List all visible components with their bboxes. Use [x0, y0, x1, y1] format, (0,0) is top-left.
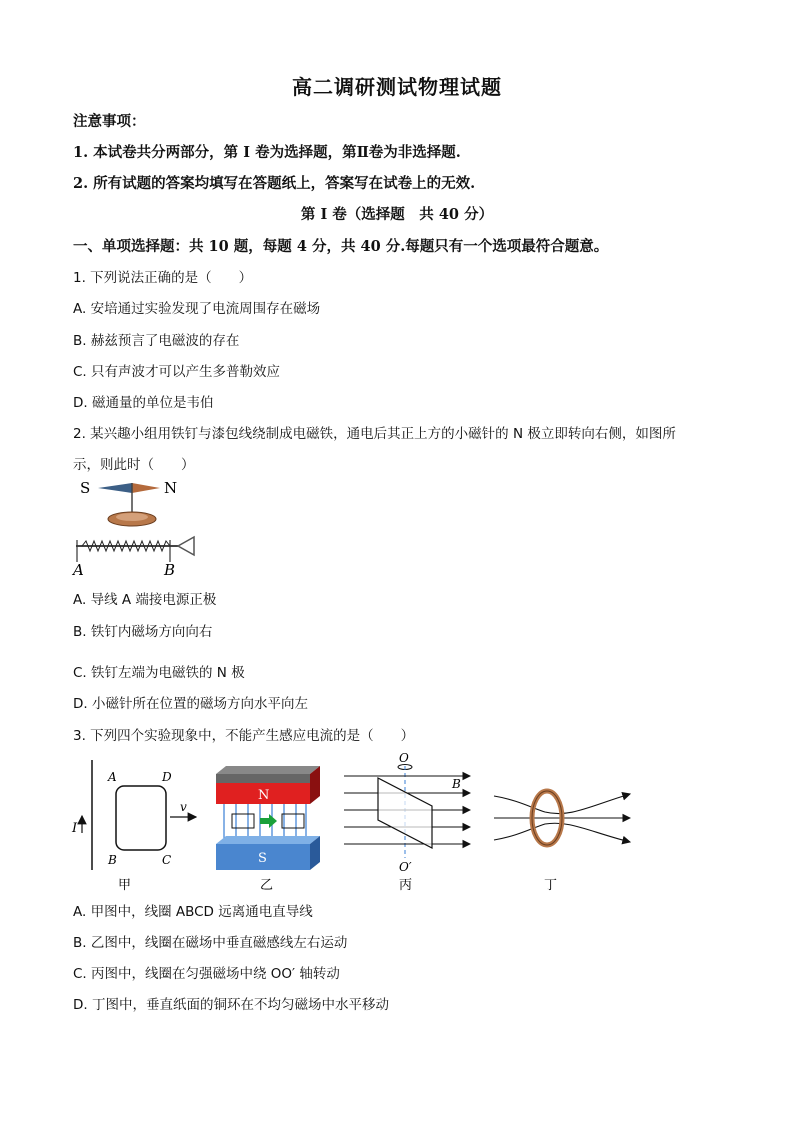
q2-stem-line1: 2. 某兴趣小组用铁钉与漆包线绕制成电磁铁，通电后其正上方的小磁针的 N 极立即转向右侧，如图所 [73, 426, 676, 442]
notice-heading: 注意事项： [73, 113, 146, 130]
iron-nail-coil-icon [76, 537, 194, 562]
fig-yi-n-label: N [258, 788, 270, 803]
fig-bing-b-label: B [452, 777, 461, 791]
q2-option-a: A. 导线 A 端接电源正极 [73, 592, 217, 608]
fig-yi-caption: 乙 [260, 878, 274, 893]
q2-option-c: C. 铁钉左端为电磁铁的 N 极 [73, 665, 245, 681]
q2-fig-a-label: A [73, 561, 84, 579]
fig-bing-caption: 丙 [399, 878, 413, 893]
q1-option-b: B. 赫兹预言了电磁波的存在 [73, 333, 240, 349]
q3-option-a: A. 甲图中，线圈 ABCD 远离通电直导线 [73, 904, 313, 920]
fig-yi-s-label: S [258, 851, 267, 866]
q3-stem: 3. 下列四个实验现象中，不能产生感应电流的是（ ） [73, 728, 415, 744]
compass-needle-icon [98, 483, 160, 526]
fig-jia-caption: 甲 [118, 878, 132, 893]
figure-yi [216, 766, 320, 893]
notice-item-2: 2. 所有试题的答案均填写在答题纸上，答案写在试卷上的无效. [73, 175, 476, 192]
figure-jia [71, 760, 196, 893]
fig-jia-current-label: I [72, 821, 78, 836]
q2-option-d: D. 小磁针所在位置的磁场方向水平向左 [73, 696, 308, 712]
q2-electromagnet-figure [70, 476, 205, 580]
q3-option-b: B. 乙图中，线圈在磁场中垂直磁感线左右运动 [73, 935, 348, 951]
q1-option-a: A. 安培通过实验发现了电流周围存在磁场 [73, 301, 321, 317]
q1-option-d: D. 磁通量的单位是韦伯 [73, 395, 214, 411]
figure-ding [494, 791, 630, 893]
q3-figures [70, 748, 650, 894]
q2-option-b: B. 铁钉内磁场方向向右 [73, 624, 213, 640]
q2-fig-s-label: S [80, 479, 91, 497]
fig-jia-a-label: A [108, 770, 117, 784]
fig-jia-d-label: D [162, 770, 172, 784]
q2-fig-b-label: B [164, 561, 176, 579]
q3-option-d: D. 丁图中，垂直纸面的铜环在不均匀磁场中水平移动 [73, 997, 389, 1013]
q3-option-c: C. 丙图中，线圈在匀强磁场中绕 OO′ 轴转动 [73, 966, 340, 982]
q2-stem-line2: 示，则此时（ ） [73, 457, 195, 473]
fig-bing-o-label: O [399, 751, 409, 765]
fig-ding-caption: 丁 [544, 878, 558, 893]
q1-stem: 1. 下列说法正确的是（ ） [73, 270, 253, 286]
notice-item-1: 1. 本试卷共分两部分，第 I 卷为选择题，第Ⅱ卷为非选择题. [73, 144, 461, 161]
coil-abcd [116, 786, 166, 850]
fig-bing-o2-label: O′ [399, 860, 412, 874]
figure-bing [344, 751, 470, 893]
fig-jia-v-label: v [180, 800, 187, 814]
fig-jia-b-label: B [108, 853, 117, 867]
section1-heading: 一、单项选择题：共 10 题，每题 4 分，共 40 分.每题只有一个选项最符合题意。 [73, 238, 609, 255]
part1-heading: 第 I 卷（选择题 共 40 分） [300, 206, 494, 223]
q2-fig-n-label: N [164, 479, 178, 497]
fig-jia-c-label: C [162, 853, 172, 867]
q1-option-c: C. 只有声波才可以产生多普勒效应 [73, 364, 281, 380]
page-title: 高二调研测试物理试题 [292, 75, 502, 99]
